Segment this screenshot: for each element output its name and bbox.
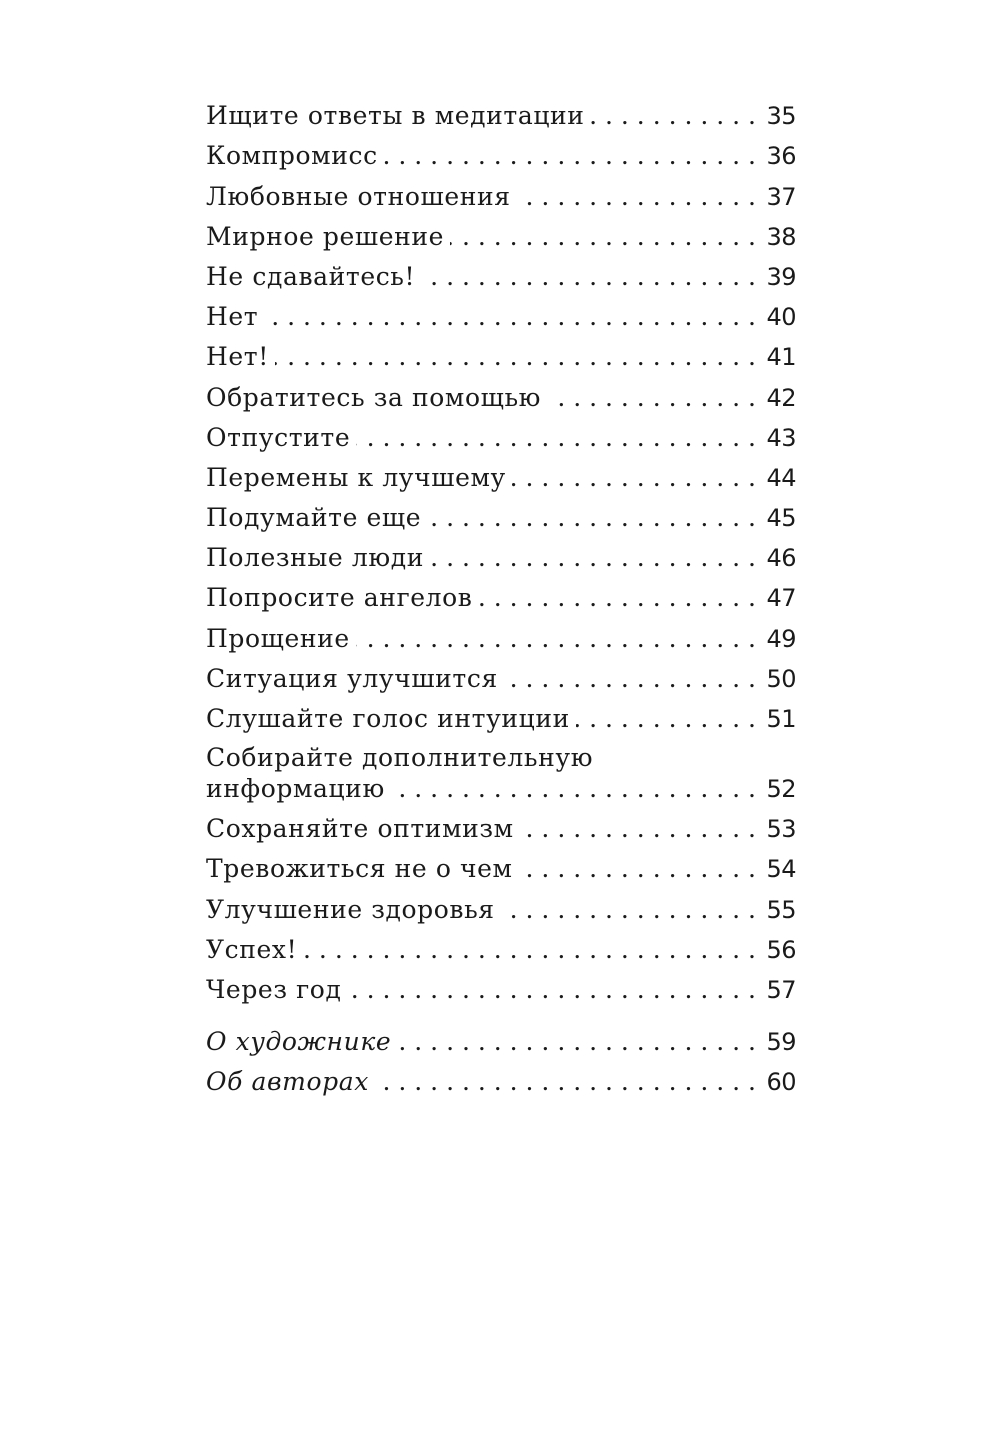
toc-entry (206, 172, 796, 212)
dot-leader (421, 261, 756, 293)
toc-entry (206, 414, 796, 454)
section-spacer (206, 1006, 796, 1018)
toc-entry-title: Отпустите (206, 422, 351, 452)
toc-entry-page: 50 (766, 664, 796, 693)
toc-entry-title: Нет! (206, 342, 269, 372)
dot-leader (303, 934, 756, 966)
toc-entry-page: 55 (766, 895, 796, 924)
toc-entry-page: 46 (766, 544, 796, 573)
dot-leader (591, 100, 756, 132)
toc-entry-title: Полезные люди (206, 543, 424, 573)
toc-entry-page: 56 (766, 935, 796, 964)
toc-entry-page: 54 (766, 855, 796, 884)
toc-entry-page: 40 (766, 303, 796, 332)
toc-entry-page: 43 (766, 423, 796, 452)
dot-leader (356, 422, 756, 454)
toc-entry-title: Сохраняйте оптимизм (206, 814, 514, 844)
toc-entry-page: 42 (766, 383, 796, 412)
dot-leader (519, 853, 756, 885)
toc-entry (206, 373, 796, 413)
toc-entry (206, 845, 796, 885)
toc-entry-title: Слушайте голос интуиции (206, 704, 570, 733)
toc-entry-title: Компромисс (206, 141, 378, 171)
toc-entry-title: Нет (206, 302, 259, 332)
dot-leader (512, 462, 756, 494)
toc-entry-title: Через год (206, 974, 342, 1004)
toc-entry-title: Перемены к лучшему (206, 462, 506, 492)
toc-entry (206, 695, 796, 735)
dot-leader (427, 502, 756, 534)
toc-back-matter-entry (206, 1018, 796, 1058)
toc-entry-title: Тревожиться не о чем (206, 854, 513, 884)
toc-entry-page: 51 (766, 705, 796, 733)
toc-entry-page: 47 (766, 584, 796, 613)
toc-entry-page: 60 (766, 1068, 796, 1097)
dot-leader (347, 974, 756, 1006)
dot-leader (501, 894, 756, 926)
toc-entry-line2 (206, 773, 796, 805)
toc-entry-title: Прощение (206, 623, 350, 653)
toc-entry-page: 52 (766, 775, 796, 803)
toc-entry-page: 39 (766, 262, 796, 291)
dot-leader (504, 663, 756, 695)
toc-entry-title: Ищите ответы в медитации (206, 101, 585, 131)
toc-entry-page: 57 (766, 975, 796, 1004)
dot-leader (384, 140, 756, 172)
dot-leader (520, 813, 756, 845)
toc-entry-page: 53 (766, 815, 796, 844)
dot-leader (275, 341, 756, 373)
dot-leader (430, 542, 756, 574)
dot-leader (478, 582, 756, 614)
dot-leader (375, 1066, 756, 1098)
toc-entry (206, 213, 796, 253)
toc-entry-title: Подумайте еще (206, 503, 422, 533)
toc-entry (206, 92, 796, 132)
toc-entry-title: Любовные отношения (206, 181, 511, 211)
toc-entry (206, 655, 796, 695)
toc-entry-title-line1: Собирайте дополнительную (206, 743, 594, 772)
toc-entry-page: 37 (766, 182, 796, 211)
toc-entry (206, 926, 796, 966)
dot-leader (450, 221, 756, 253)
toc-entry (206, 735, 796, 805)
toc-entry (206, 132, 796, 172)
toc-entry (206, 574, 796, 614)
dot-leader (517, 181, 756, 213)
toc-entry-title: О художнике (206, 1027, 392, 1057)
toc-entry-title: Не сдавайтесь! (206, 261, 416, 291)
toc-entry (206, 966, 796, 1006)
toc-entry-page: 41 (766, 343, 796, 372)
toc-entry-page: 59 (766, 1028, 796, 1057)
toc-entry (206, 805, 796, 845)
toc-entry-title: Улучшение здоровья (206, 894, 495, 924)
toc-entry-page: 44 (766, 463, 796, 492)
dot-leader (264, 301, 756, 333)
toc-entry-page: 36 (766, 142, 796, 171)
toc-entry (206, 333, 796, 373)
toc-entry (206, 253, 796, 293)
dot-leader (391, 773, 756, 805)
toc-entry-title: Мирное решение (206, 221, 445, 251)
toc-entry-page: 49 (766, 624, 796, 653)
toc-entry-title: Успех! (206, 934, 298, 964)
toc-entry-page: 38 (766, 222, 796, 251)
toc-entry-title: Об авторах (206, 1067, 369, 1097)
toc-entry-page: 45 (766, 504, 796, 533)
toc-entry-title: Попросите ангелов (206, 583, 473, 613)
toc-entry-page: 35 (766, 102, 796, 131)
toc-entry-title-line2: информацию (206, 774, 385, 803)
toc-entry-title: Обратитесь за помощью (206, 382, 542, 412)
toc-entry (206, 494, 796, 534)
table-of-contents (206, 92, 796, 1098)
toc-entry-title: Ситуация улучшится (206, 663, 498, 693)
dot-leader (356, 623, 756, 655)
dot-leader (397, 1026, 756, 1058)
toc-entry (206, 534, 796, 574)
toc-entry (206, 885, 796, 925)
toc-entry (206, 454, 796, 494)
toc-entry (206, 293, 796, 333)
dot-leader (547, 382, 756, 414)
toc-entry (206, 614, 796, 654)
toc-back-matter-entry (206, 1058, 796, 1098)
dot-leader (576, 703, 756, 735)
